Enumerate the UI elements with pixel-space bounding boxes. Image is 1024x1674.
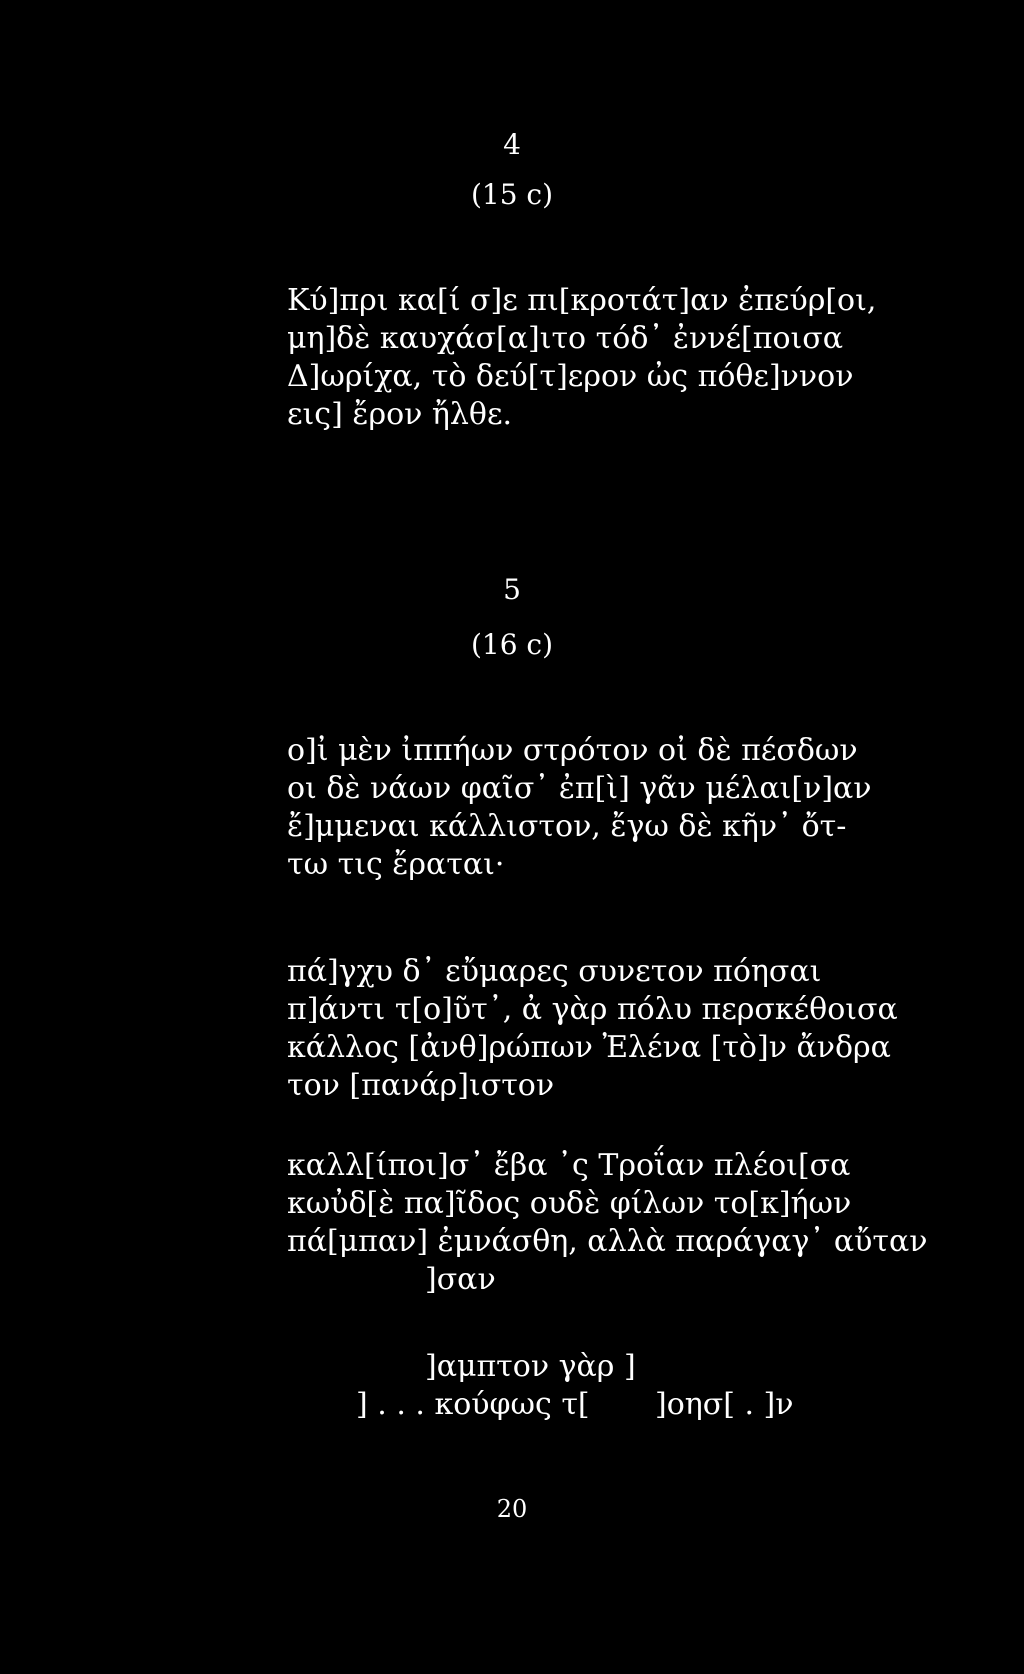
poem-4-stanza-1 [287,282,876,434]
verse-line: μη]δὲ καυχάσ[α]ιτο τόδ᾽ ἐννέ[ποισα [287,321,844,356]
verse-line: ο]ἰ μὲν ἰππήων στρότον οἰ δὲ πέσδων [287,733,858,768]
verse-line: ἔ]μμεναι κάλλιστον, ἔγω δὲ κῆν᾽ ὄτ- [287,809,847,844]
poem-5-stanza-1 [287,732,872,884]
verse-line: οι δὲ νάων φαῖσ᾽ ἐπ[ὶ] γᾶν μέλαι[ν]αν [287,771,872,806]
verse-line: ]σαν [425,1262,496,1297]
verse-line: τον [πανάρ]ιστον [287,1068,555,1103]
poem-5-number: 5 [503,573,521,606]
verse-line: π]άντι τ[ο]ῦτ᾽, ἀ γὰρ πόλυ περσκέθοισα [287,992,898,1027]
verse-line: τω τις ἔραται· [287,847,505,882]
verse-line: κάλλος [ἀνθ]ρώπων Ἐλένα [τὸ]ν ἄνδρα [287,1030,891,1065]
verse-line: κωὐδ[ὲ πα]ῖδος ουδὲ φίλων το[κ]ήων [287,1186,852,1221]
poem-5-stanza-3 [287,1147,928,1299]
verse-line: εις] ἔρον ἤλθε. [287,397,513,432]
verse-line: Δ]ωρίχα, τὸ δεύ[τ]ερον ὠς πόθε]ννον [287,359,854,394]
poem-5-stanza-2 [287,953,898,1105]
verse-line: καλλ[ίποι]σ᾽ ἔβα ᾽ς Τροΐαν πλέοι[σα [287,1148,851,1183]
fragment-line-2-left: ] . . . κούφως τ[ [356,1387,590,1422]
fragment-line-1: ]αμπτον γὰρ ] [425,1349,636,1384]
verse-line: πά]γχυ δ᾽ εὔμαρες συνετον πόησαι [287,954,822,989]
verse-line: Κύ]πρι κα[ί σ]ε πι[κροτάτ]αν ἐπεύρ[οι, [287,283,877,318]
page-number: 20 [496,1495,528,1523]
poem-5-reference: (16 c) [470,628,554,661]
poem-4-reference: (15 c) [470,178,554,211]
fragment-line-2-right: ]οησ[ . ]ν [655,1387,794,1422]
poem-4-number: 4 [503,128,521,161]
verse-line: πά[μπαν] ἐμνάσθη, αλλὰ παράγαγ᾽ αὔταν [287,1224,928,1259]
